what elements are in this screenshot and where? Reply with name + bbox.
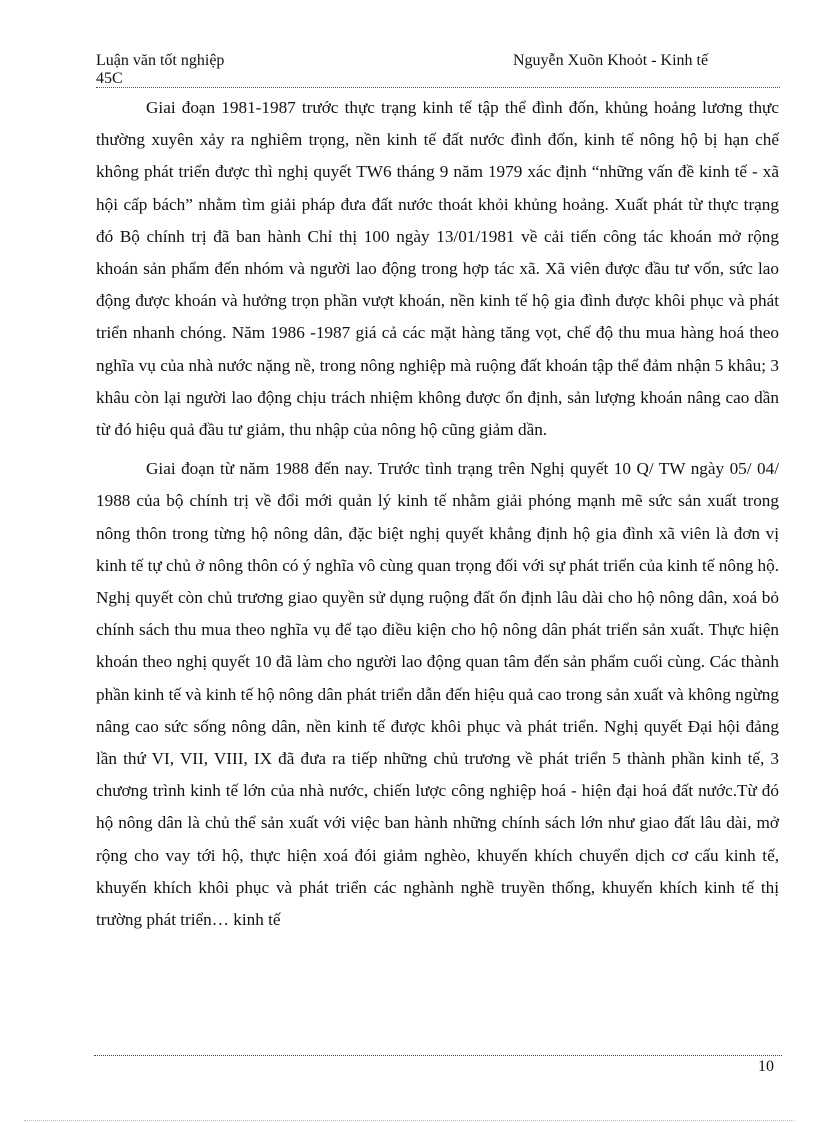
page-number: 10 bbox=[758, 1058, 774, 1075]
page-edge-divider bbox=[24, 1120, 794, 1121]
header-author: Nguyễn Xuõn Khoỏt - Kinh tế bbox=[513, 52, 709, 69]
footer-divider bbox=[94, 1055, 782, 1056]
paragraph-1: Giai đoạn 1981-1987 trước thực trạng kinh tế tập thể đình đốn, khủng hoảng lương thực thường xuyên xảy ra nghiêm trọng, nền kinh tế đất nước đình đốn, kinh tế nông hộ bị hạn chế không phát triển được thì nghị quyết TW6 tháng 9 năm 1979 xác định “những vấn đề kinh tế - xã hội cấp bách” nhằm tìm giải pháp đưa đất nước thoát khỏi khủng hoảng. Xuất phát từ thực trạng đó Bộ chính trị đã ban hành Chỉ thị 100 ngày 13/01/1981 về cải tiến công tác khoán mở rộng khoán sản phẩm đến nhóm và người lao động trong hợp tác xã. Xã viên được đầu tư vốn, sức lao động được khoán và hưởng trọn phần vượt khoán, nền kinh tế hộ gia đình được khôi phục và phát triển nhanh chóng. Năm 1986 -1987 giá cả các mặt hàng tăng vọt, chế độ thu mua hàng hoá theo nghĩa vụ của nhà nước nặng nề, trong nông nghiệp mà ruộng đất khoán tập thể đảm nhận 5 khâu; 3 khâu còn lại người lao động chịu trách nhiệm không được ổn định, sản lượng khoán nâng cao dần từ đó hiệu quả đầu tư giảm, thu nhập của nông hộ cũng giảm dần. bbox=[96, 98, 779, 440]
paragraph-2: Giai đoạn từ năm 1988 đến nay. Trước tình trạng trên Nghị quyết 10 Q/ TW ngày 05/ 04/ 1988 của bộ chính trị về đổi mới quản lý kinh tế nhằm giải phóng mạnh mẽ sức sản xuất trong nông thôn trong từng hộ nông dân, đặc biệt nghị quyết khẳng định hộ gia đình xã viên là đơn vị kinh tế tự chủ ở nông thôn có ý nghĩa vô cùng quan trọng đối với sự phát triển của kinh tế nông hộ. Nghị quyết còn chủ trương giao quyền sử dụng ruộng đất ổn định lâu dài cho hộ nông dân, xoá bỏ chính sách thu mua theo nghĩa vụ để tạo điều kiện cho hộ nông dân phát triển sản xuất. Thực hiện khoán theo nghị quyết 10 đã làm cho người lao động quan tâm đến sản phẩm cuối cùng. Các thành phần kinh tế và kinh tế hộ nông dân phát triển dẫn đến hiệu quả cao trong sản xuất và không ngừng nâng cao sức sống nông dân, nền kinh tế được khôi phục và phát triển. Nghị quyết Đại hội đảng lần thứ VI, VII, VIII, IX đã đưa ra tiếp những chủ trương về phát triển 5 thành phần kinh tế, 3 chương trình kinh tế lớn của nhà nước, chiến lược công nghiệp hoá - hiện đại hoá đất nước.Từ đó hộ nông dân là chủ thể sản xuất với việc ban hành những chính sách lớn như giao đất lâu dài, mở rộng cho vay tới hộ, thực hiện xoá đói giảm nghèo, khuyến khích chuyển dịch cơ cấu kinh tế, khuyến khích khôi phục và phát triển các nghành nghề truyền thống, khuyến khích kinh tế thị trường phát triển… kinh tế bbox=[96, 459, 779, 930]
header-thesis-title: Luận văn tốt nghiệp bbox=[96, 52, 225, 69]
header-left bbox=[96, 52, 224, 88]
header-divider bbox=[96, 87, 780, 88]
header-class-code: 45C bbox=[96, 70, 123, 87]
document-body bbox=[96, 92, 779, 943]
